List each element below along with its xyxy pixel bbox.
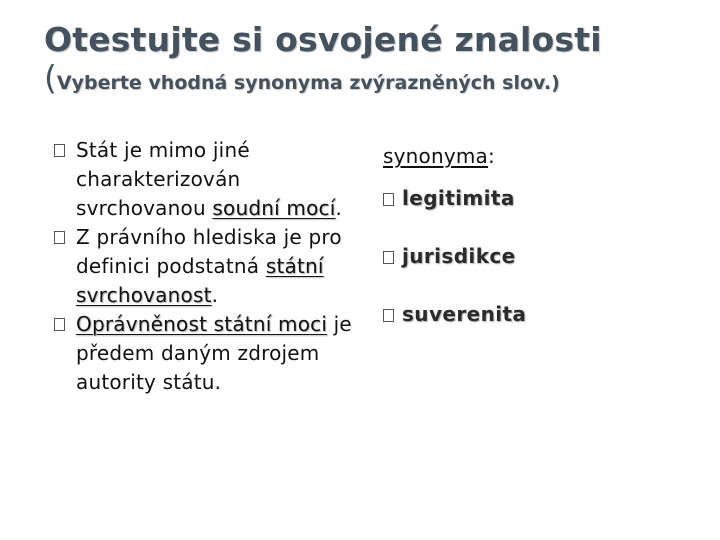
subtitle-open-paren: ( [44, 58, 57, 97]
square-bullet-icon [383, 309, 394, 322]
question-text-before: Z právního hlediska je pro definici podstatná [76, 225, 342, 278]
synonyma-heading [383, 144, 526, 168]
title-subtitle-line [44, 58, 602, 99]
subtitle-text: Vyberte vhodná synonyma zvýrazněných slov.) [56, 72, 560, 94]
synonym-item-legitimita [383, 186, 526, 244]
question-list [54, 136, 354, 397]
synonyma-colon: : [488, 144, 495, 168]
synonym-item-suverenita [383, 302, 526, 360]
title-main: Otestujte si osvojené znalosti [44, 20, 602, 59]
question-item [54, 223, 354, 310]
synonym-item-jurisdikce [383, 244, 526, 302]
question-item [54, 136, 354, 223]
question-text-before: Stát je mimo jiné charakterizován svrchovanou [76, 138, 250, 220]
square-bullet-icon [54, 231, 65, 244]
square-bullet-icon [383, 251, 394, 264]
synonym-list [383, 186, 526, 360]
synonym-column [383, 144, 526, 360]
square-bullet-icon [54, 144, 65, 157]
highlighted-phrase: soudní mocí [212, 196, 336, 220]
highlighted-phrase: Oprávněnost státní moci [76, 312, 328, 336]
question-text-after: . [335, 196, 343, 220]
highlighted-phrase: státní svrchovanost [76, 254, 324, 307]
slide-title [44, 20, 602, 99]
square-bullet-icon [383, 193, 394, 206]
synonym-label: legitimita [402, 186, 515, 210]
synonym-label: jurisdikce [402, 244, 516, 268]
question-text-after: . [211, 283, 219, 307]
square-bullet-icon [54, 318, 65, 331]
synonyma-label: synonyma [383, 144, 489, 168]
question-text-after: je předem daným zdrojem autority státu. [76, 312, 352, 394]
synonym-label: suverenita [402, 302, 527, 326]
question-item [54, 310, 354, 397]
